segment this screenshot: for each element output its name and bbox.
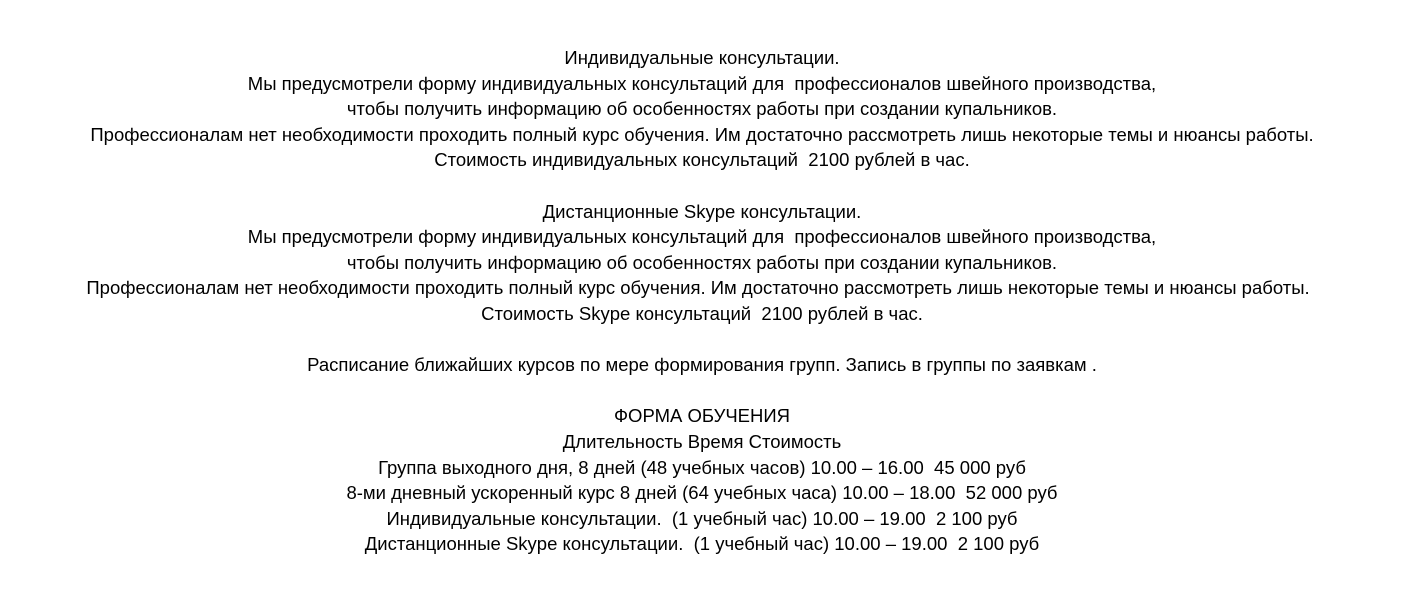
individual-consultations-section xyxy=(0,45,1404,173)
individual-line-3: Профессионалам нет необходимости проходить полный курс обучения. Им достаточно рассмотреть лишь некоторые темы и нюансы работы. xyxy=(90,123,1314,145)
study-form-row: Группа выходного дня, 8 дней (48 учебных часов) 10.00 – 16.00 45 000 руб xyxy=(378,456,1026,478)
study-form-header: Длительность Время Стоимость xyxy=(562,430,842,452)
schedule-text: Расписание ближайших курсов по мере формирования групп. Запись в группы по заявкам . xyxy=(307,354,1097,376)
skype-consultations-section xyxy=(0,199,1404,327)
individual-line-1: Мы предусмотрели форму индивидуальных консультаций для профессионалов швейного производства, xyxy=(247,72,1157,94)
study-form-section xyxy=(0,403,1404,557)
study-form-title: ФОРМА ОБУЧЕНИЯ xyxy=(613,405,791,427)
skype-price: Стоимость Skype консультаций 2100 рублей в час. xyxy=(481,302,923,324)
skype-line-2: чтобы получить информацию об особенностях работы при создании купальников. xyxy=(346,251,1058,273)
skype-line-1: Мы предусмотрели форму индивидуальных консультаций для профессионалов швейного производства, xyxy=(247,226,1157,248)
spacer xyxy=(0,173,1404,199)
document-body xyxy=(0,45,1404,557)
spacer xyxy=(0,378,1404,404)
study-form-row: 8-ми дневный ускоренный курс 8 дней (64 учебных часа) 10.00 – 18.00 52 000 руб xyxy=(346,482,1058,504)
study-form-row: Индивидуальные консультации. (1 учебный час) 10.00 – 19.00 2 100 руб xyxy=(386,507,1018,529)
schedule-section xyxy=(0,352,1404,378)
individual-line-2: чтобы получить информацию об особенностях работы при создании купальников. xyxy=(346,98,1058,120)
skype-title: Дистанционные Skype консультации. xyxy=(542,200,862,222)
skype-line-3: Профессионалам нет необходимости проходить полный курс обучения. Им достаточно рассмотреть лишь некоторые темы и нюансы работы. xyxy=(86,277,1310,299)
individual-title: Индивидуальные консультации. xyxy=(564,47,840,68)
study-form-row: Дистанционные Skype консультации. (1 учебный час) 10.00 – 19.00 2 100 руб xyxy=(364,533,1040,555)
spacer xyxy=(0,327,1404,353)
individual-price: Стоимость индивидуальных консультаций 2100 рублей в час. xyxy=(434,149,970,171)
